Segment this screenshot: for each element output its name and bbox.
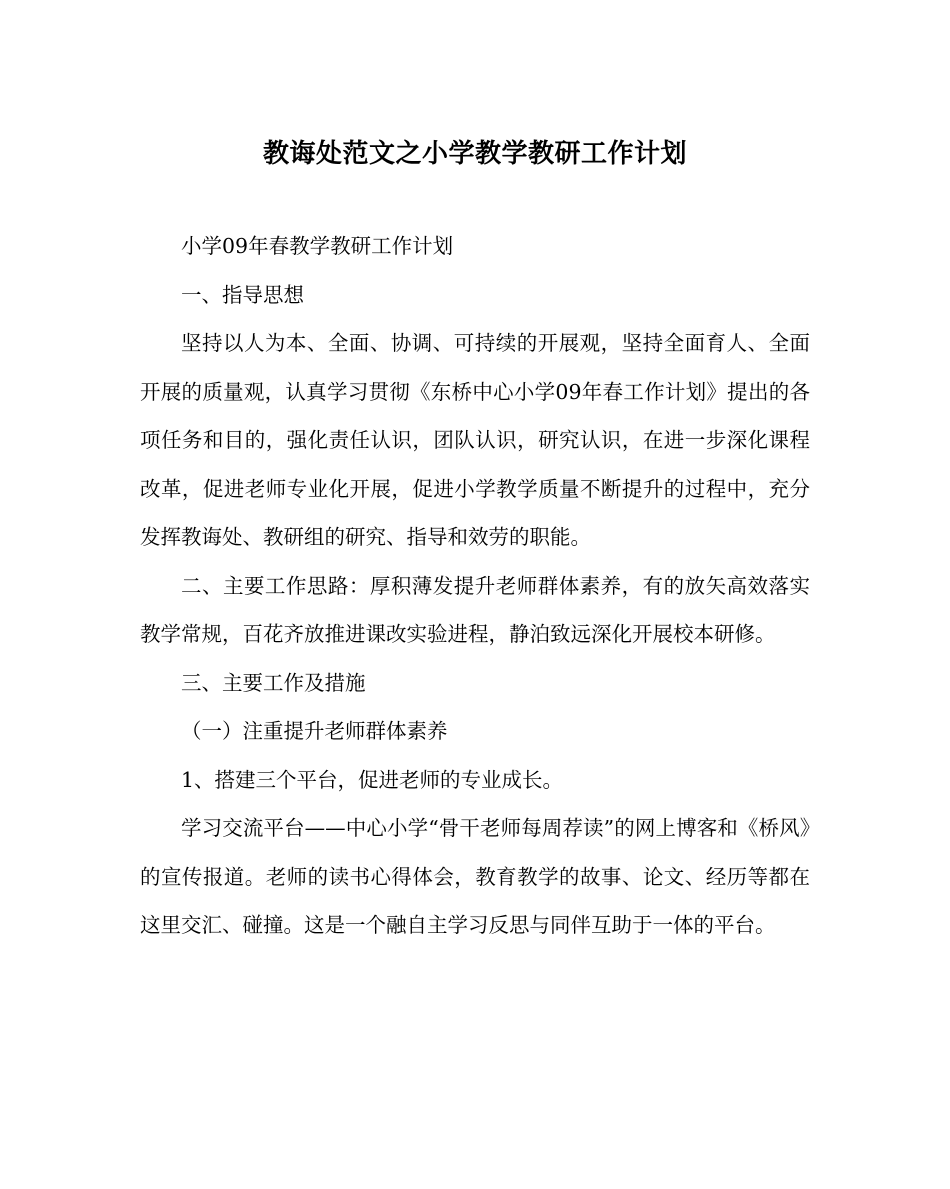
- document-body: [140, 222, 810, 950]
- document-title: 教诲处范文之小学教学教研工作计划: [262, 139, 687, 169]
- paragraph-guiding-ideology: 坚持以人为本、全面、协调、可持续的开展观，坚持全面育人、全面开展的质量观，认真学习贯彻《东桥中心小学09年春工作计划》提出的各项任务和目的，强化责任认识，团队认识，研究认识，在进一步深化课程改革，促进老师专业化开展，促进小学教学质量不断提升的过程中，充分发挥教诲处、教研组的研究、指导和效劳的职能。: [140, 331, 810, 549]
- paragraph-heading-guiding-ideology: 一、指导思想: [181, 282, 304, 307]
- paragraph-learning-platform: 学习交流平台——中心小学“骨干老师每周荐读”的网上博客和《桥风》的宣传报道。老师的读书心得体会，教育教学的故事、论文、经历等都在这里交汇、碰撞。这是一个融自主学习反思与同伴互助于一体的平台。: [140, 816, 810, 937]
- paragraph-subtitle: 小学09年春教学教研工作计划: [181, 234, 454, 258]
- paragraph-subheading-teacher-quality: （一）注重提升老师群体素养: [181, 719, 448, 743]
- paragraph-work-approach: 二、主要工作思路：厚积薄发提升老师群体素养，有的放矢高效落实教学常规，百花齐放推进课改实验进程，静泊致远深化开展校本研修。: [140, 573, 810, 646]
- paragraph-item-three-platforms: 1、搭建三个平台，促进老师的专业成长。: [181, 767, 564, 792]
- paragraph-heading-main-work: 三、主要工作及措施: [181, 670, 366, 695]
